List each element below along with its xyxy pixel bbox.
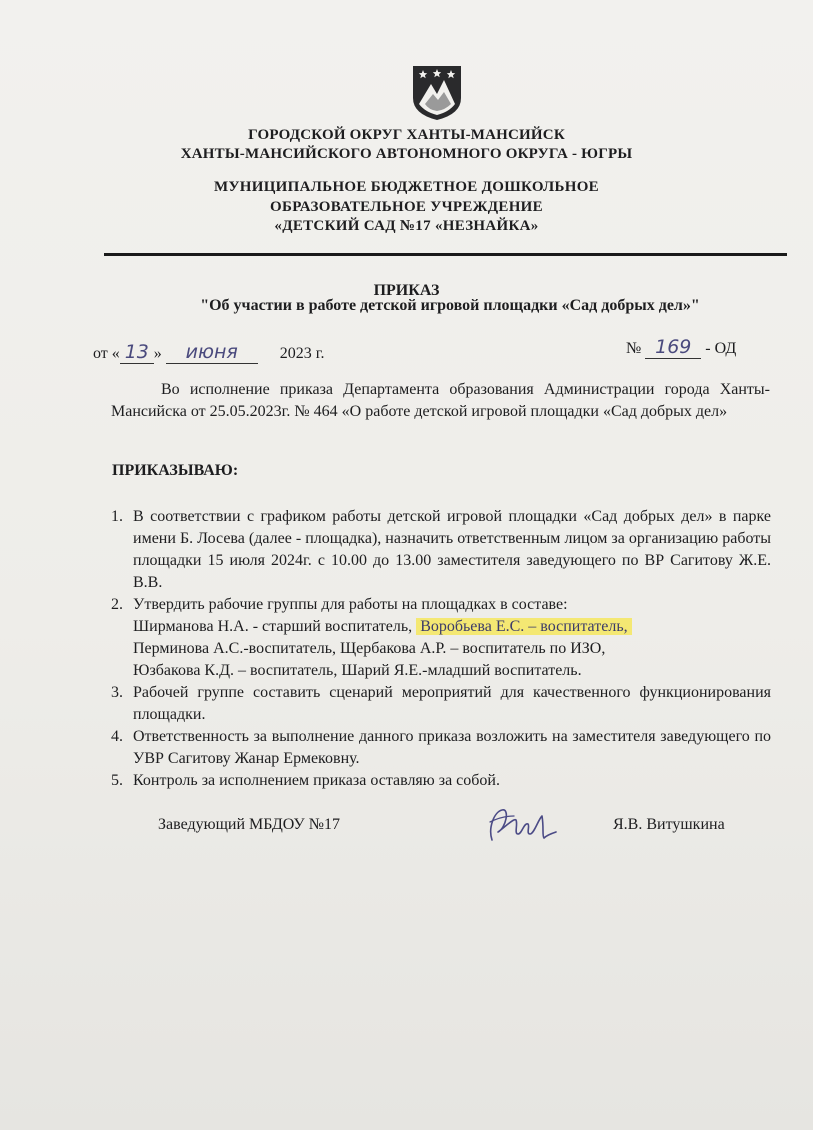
list-item bbox=[111, 506, 771, 594]
org-line-2: ОБРАЗОВАТЕЛЬНОЕ УЧРЕЖДЕНИЕ bbox=[270, 198, 543, 215]
list-item bbox=[111, 682, 771, 726]
date-day: 13 bbox=[120, 341, 154, 364]
item-number: 4. bbox=[111, 728, 123, 745]
handwritten-signature bbox=[484, 800, 564, 848]
item-text: Утвердить рабочие группы для работы на площадках в составе: bbox=[133, 596, 568, 613]
highlighted-text: Воробьева Е.С. – воспитатель, bbox=[416, 618, 631, 635]
institution-header bbox=[0, 178, 813, 237]
number-value: 169 bbox=[645, 336, 701, 359]
item-text: Рабочей группе составить сценарий мероприятий для качественного функционирования площадки. bbox=[133, 684, 771, 723]
intro-text: Во исполнение приказа Департамента образования Администрации города Ханты-Мансийска от 25.05.2023г. № 464 «О работе детской игровой площадки «Сад добрых дел» bbox=[111, 381, 770, 420]
item-number: 3. bbox=[111, 684, 123, 701]
item-number: 5. bbox=[111, 772, 123, 789]
order-items bbox=[111, 506, 771, 792]
coat-of-arms-emblem bbox=[411, 64, 463, 122]
order-number bbox=[626, 336, 736, 359]
org-line-3: «ДЕТСКИЙ САД №17 «НЕЗНАЙКА» bbox=[274, 218, 539, 234]
list-item bbox=[111, 770, 771, 792]
signer-name: Я.В. Витушкина bbox=[613, 816, 725, 833]
order-heading: ПРИКАЗЫВАЮ: bbox=[112, 462, 239, 479]
item-text: Контроль за исполнением приказа оставляю за собой. bbox=[133, 772, 500, 789]
header-line-1: ГОРОДСКОЙ ОКРУГ ХАНТЫ-МАНСИЙСК bbox=[248, 127, 565, 143]
order-title: ПРИКАЗ bbox=[373, 282, 440, 299]
item-text: Ответственность за выполнение данного приказа возложить на заместителя заведующего по УВР Сагитову Жанар Ермековну. bbox=[133, 728, 771, 767]
municipality-header bbox=[0, 126, 813, 164]
org-line-1: МУНИЦИПАЛЬНОЕ БЮДЖЕТНОЕ ДОШКОЛЬНОЕ bbox=[214, 179, 599, 195]
date-mid: » bbox=[153, 345, 162, 362]
header-line-2: ХАНТЫ-МАНСИЙСКОГО АВТОНОМНОГО ОКРУГА - ЮГРЫ bbox=[180, 146, 633, 162]
list-item bbox=[111, 594, 771, 682]
order-subtitle: "Об участии в работе детской игровой площадки «Сад добрых дел»" bbox=[200, 297, 700, 314]
item-text: Юзбакова К.Д. – воспитатель, Шарий Я.Е.-младший воспитатель. bbox=[133, 662, 582, 679]
date-year: 2023 г. bbox=[279, 345, 325, 362]
date-prefix: от « bbox=[93, 345, 120, 362]
item-text: Перминова А.С.-воспитатель, Щербакова А.Р. – воспитатель по ИЗО, bbox=[133, 640, 606, 657]
item-text: В соответствии с графиком работы детской игровой площадки «Сад добрых дел» в парке имени Б. Лосева (далее - площадка), назначить ответственным лицом за организацию работы площадки 15 июля 2024г. с 10.00 до 13.00 заместителя заведующего по ВР Сагитову Ж.Е. В.В. bbox=[133, 508, 771, 591]
order-date bbox=[93, 341, 325, 364]
number-suffix: - ОД bbox=[705, 340, 737, 357]
item-number: 1. bbox=[111, 508, 123, 525]
item-number: 2. bbox=[111, 596, 123, 613]
intro-paragraph bbox=[111, 379, 770, 423]
list-item bbox=[111, 726, 771, 770]
date-month: июня bbox=[166, 341, 258, 364]
number-prefix: № bbox=[626, 340, 642, 357]
header-divider bbox=[104, 253, 787, 256]
signer-position: Заведующий МБДОУ №17 bbox=[158, 816, 340, 833]
item-text: Ширманова Н.А. - старший воспитатель, bbox=[133, 618, 417, 635]
